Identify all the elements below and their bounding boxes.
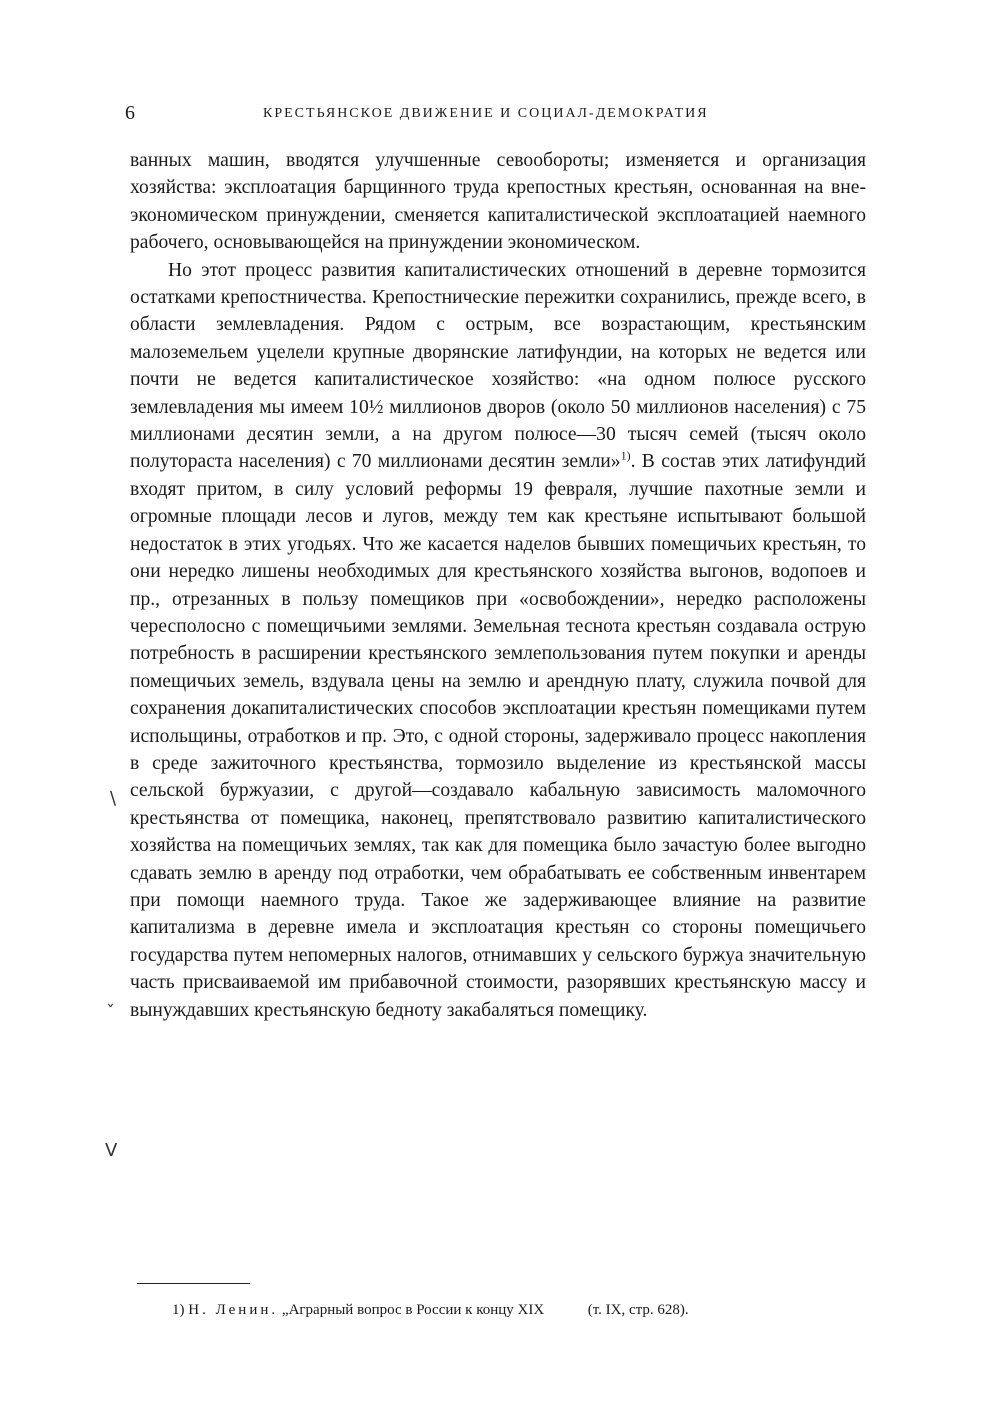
footnote — [172, 1300, 872, 1320]
footnote-reference: 1) — [620, 448, 631, 463]
paragraph-1: ванных машин, вводятся улучшенные севообороты; изменяется и организация хозяйства: эксплоатация барщинного труда крепостных крестьян, основанная на вне-экономическом принуждении, сменяется капиталистической эксплоатацией наемного рабочего, основывающейся на принуждении экономическом. — [130, 150, 866, 254]
running-title: КРЕСТЬЯНСКОЕ ДВИЖЕНИЕ И СОЦИАЛ-ДЕМОКРАТИЯ — [263, 106, 709, 121]
margin-mark-v: V — [105, 1140, 118, 1161]
paragraph-2-part-1: Но этот процесс развития капиталистических отношений в деревне тормозится остатками крепостничества. Крепостнические пережитки сохранились, прежде всего, в области землевладения. Рядом с острым, все возрастающим, крестьянским малоземельем уцелели крупные дворянские латифундии, на которых не ведется или почти не ведется капиталистическое хозяйство: «на одном полюсе русского землевладения мы имеем 10½ миллионов дворов (около 50 миллионов населения) с 75 миллионами десятин земли, а на другом полюсе—30 тысяч семей (тысяч около полутораста населения) с 70 миллионами десятин земли» — [130, 259, 866, 473]
running-head — [125, 102, 869, 126]
margin-mark-tick: ˇ — [106, 1002, 115, 1023]
paragraph-2-part-2: . В состав этих латифундий входят притом, в силу условий реформы 19 февраля, лучшие пахотные земли и огромные площади лесов и лугов, между тем как крестьяне испытывают большой недостаток в этих угодьях. Что же касается наделов бывших помещичьих крестьян, то они нередко лишены необходимых для крестьянского хозяйства выгонов, водопоев и пр., отрезанных в пользу помещиков при «освобождении», нередко расположены чересполосно с помещичьими землями. Земельная теснота крестьян создавала острую потребность в расширении крестьянского землепользования путем покупки и аренды помещичьих земель, вздувала цены на землю и арендную плату, служила почвой для сохранения докапиталистических способов эксплоатации крестьян помещиками путем испольщины, отработков и пр. Это, с одной стороны, задерживало процесс накопления в среде зажиточного крестьянства, тормозило выделение из крестьянской массы сельской буржуазии, с другой—создавало кабальную зависимость маломочного крестьянства от помещика, наконец, препятствовало развитию капиталистического хозяйства на помещичьих землях, так как для помещика было зачастую более выгодно сдавать землю в аренду под отработки, чем обрабатывать ее собственным инвентарем при помощи наемного труда. Такое же задерживающее влияние на развитие капитализма в деревне имела и эксплоатация крестьян со стороны помещичьего государства путем непомерных налогов, отнимавших у сельского буржуа значительную часть присваиваемой им прибавочной стоимости, разорявших крестьянскую массу и вынуждавших крестьянскую бедноту закабаляться помещику. — [130, 451, 866, 1021]
page-number: 6 — [125, 102, 137, 124]
margin-mark-check: \ — [110, 788, 117, 809]
body-text — [130, 147, 866, 1024]
footnote-number: 1) — [172, 1302, 185, 1318]
footnote-title: „Аграрный вопрос в России к концу XIX — [281, 1302, 545, 1318]
footnote-author: Н. Ленин. — [188, 1302, 279, 1318]
footnote-rule — [137, 1283, 250, 1284]
paragraph-2 — [130, 257, 866, 1024]
footnote-reference-citation: (т. IX, стр. 628). — [587, 1302, 689, 1318]
